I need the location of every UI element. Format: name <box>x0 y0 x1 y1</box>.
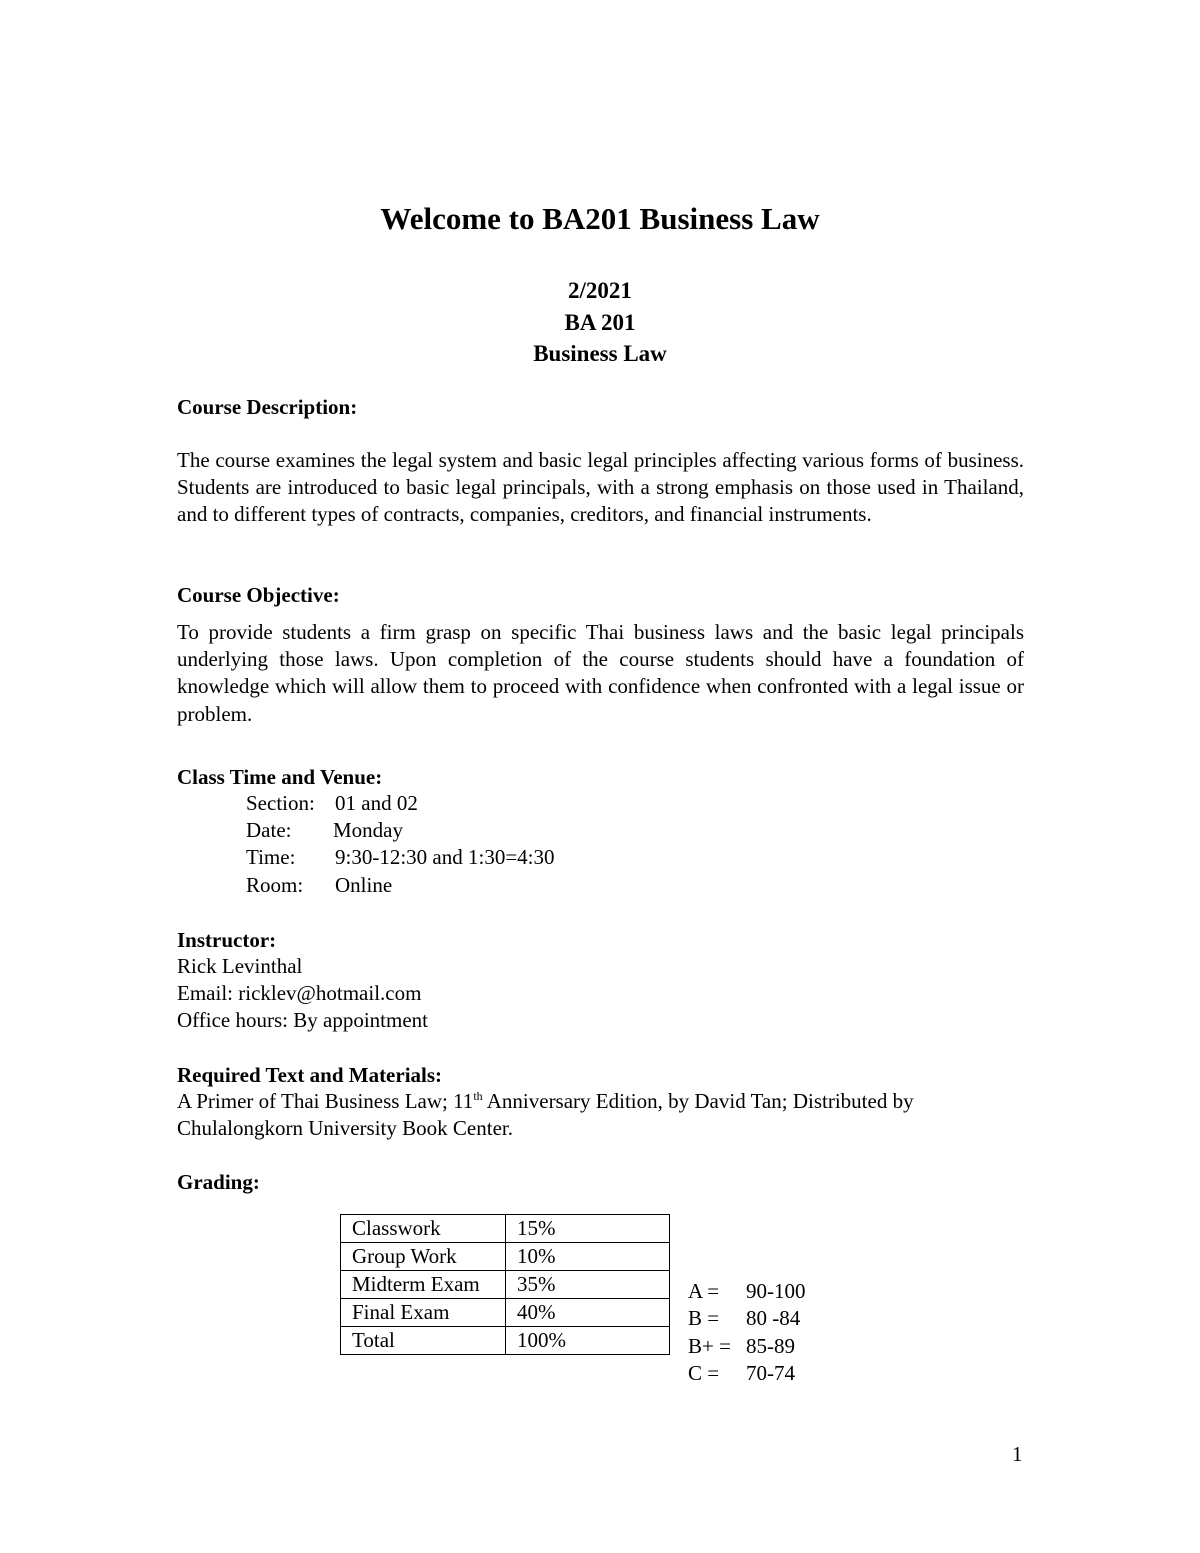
instructor-email: Email: ricklev@hotmail.com <box>177 981 422 1005</box>
term: 2/2021 <box>568 278 632 303</box>
class-time-heading: Class Time and Venue: <box>177 765 383 789</box>
page-number: 1 <box>1012 1442 1023 1466</box>
grade-item: Classwork <box>341 1215 506 1243</box>
course-description-heading: Course Description: <box>177 395 358 419</box>
table-row <box>341 1299 670 1327</box>
grading-table <box>340 1214 670 1355</box>
grade-weight: 10% <box>506 1243 670 1271</box>
section-label: Section: <box>246 791 315 815</box>
instructor-name: Rick Levinthal <box>177 954 303 978</box>
room-value: Online <box>335 873 393 897</box>
table-row <box>341 1271 670 1299</box>
room-label: Room: <box>246 873 304 897</box>
grade-scale-row: B = 80 -84 <box>688 1306 801 1331</box>
grade-weight: 35% <box>506 1271 670 1299</box>
grade-item: Midterm Exam <box>341 1271 506 1299</box>
table-row <box>341 1327 670 1355</box>
date-value: Monday <box>333 818 403 842</box>
section-value: 01 and 02 <box>335 791 418 815</box>
instructor-heading: Instructor: <box>177 928 277 952</box>
time-label: Time: <box>246 845 296 869</box>
grade-item: Total <box>341 1327 506 1355</box>
grade-scale-row: C = 70-74 <box>688 1360 795 1385</box>
materials-line-1: A Primer of Thai Business Law; 11th Anniversary Edition, by David Tan; Distributed by <box>177 1089 914 1113</box>
grade-scale-row: B+ = 85-89 <box>688 1333 795 1358</box>
page-title: Welcome to BA201 Business Law <box>380 201 820 236</box>
grade-item: Group Work <box>341 1243 506 1271</box>
course-objective-text: To provide students a firm grasp on specific Thai business laws and the basic legal principals underlying those laws. Upon completion of the course students should have a foundation of knowledge which will allow them to proceed with confidence when confronted with a legal issue or problem. <box>177 620 1024 726</box>
grade-weight: 100% <box>506 1327 670 1355</box>
office-hours: Office hours: By appointment <box>177 1008 428 1032</box>
grade-weight: 15% <box>506 1215 670 1243</box>
date-label: Date: <box>246 818 292 842</box>
grade-item: Final Exam <box>341 1299 506 1327</box>
course-code: BA 201 <box>564 310 636 335</box>
materials-heading: Required Text and Materials: <box>177 1063 443 1087</box>
table-row <box>341 1243 670 1271</box>
course-objective-heading: Course Objective: <box>177 583 340 607</box>
grade-scale <box>688 1278 806 1387</box>
course-name: Business Law <box>533 341 667 366</box>
course-description-text: The course examines the legal system and basic legal principles affecting various forms of business. Students are introduced to basic legal principals, with a strong emphasis on those used in Thailand, and to different types of contracts, companies, creditors, and financial instruments. <box>177 448 1024 527</box>
grade-scale-row: A = 90-100 <box>688 1279 806 1303</box>
grade-weight: 40% <box>506 1299 670 1327</box>
materials-line-2: Chulalongkorn University Book Center. <box>177 1116 513 1140</box>
time-value: 9:30-12:30 and 1:30=4:30 <box>335 845 555 869</box>
table-row <box>341 1215 670 1243</box>
grading-heading: Grading: <box>177 1170 260 1194</box>
